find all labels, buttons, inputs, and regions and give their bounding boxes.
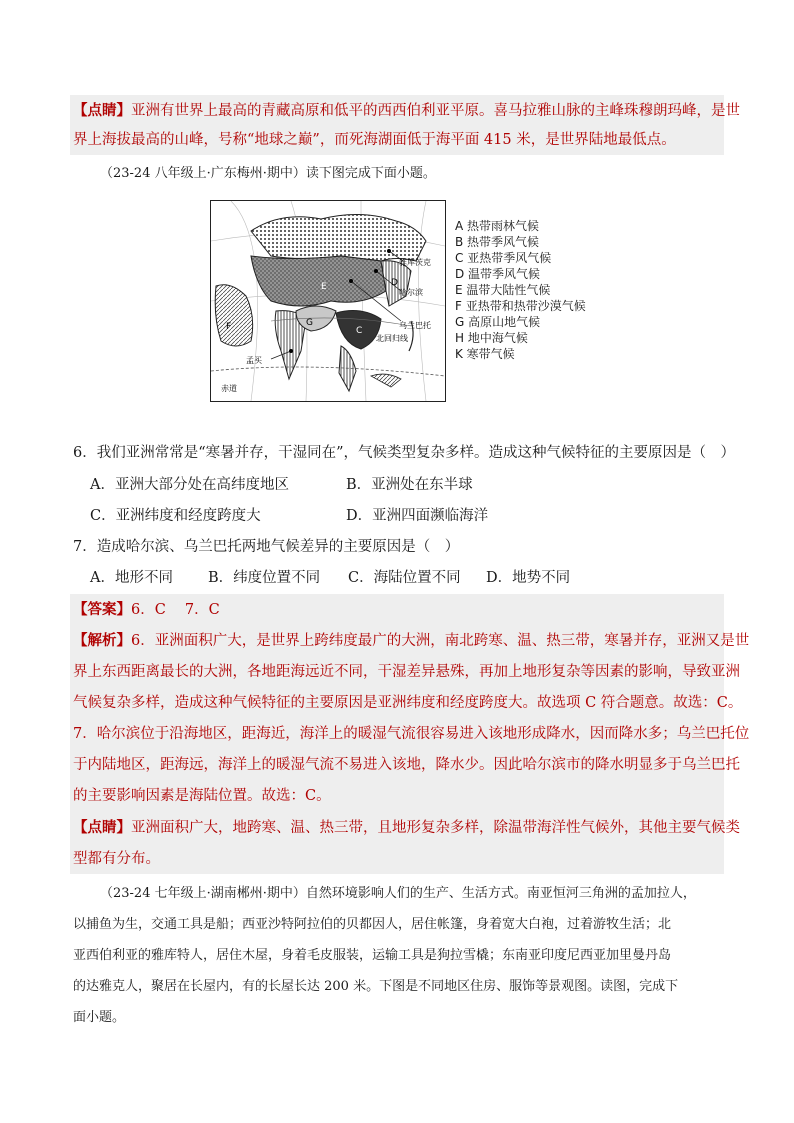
option-7b: B．纬度位置不同: [208, 570, 321, 586]
answer-label: 【答案】: [73, 601, 131, 618]
analysis-line-4: 7．哈尔滨位于沿海地区，距海近，海洋上的暖湿气流很容易进入该地形成降水，因而降水多；乌兰巴托位: [73, 726, 750, 742]
asia-climate-map: [210, 200, 446, 402]
legend-item: K 寒带气候: [455, 347, 515, 361]
option-7d: D．地势不同: [486, 570, 571, 586]
zone-label-d: D: [391, 278, 398, 288]
tip-text: 亚洲有世界上最高的青藏高原和低平的西西伯利亚平原。喜马拉雅山脉的主峰珠穆朗玛峰，是世: [131, 103, 740, 119]
tip-text-2: 亚洲面积广大，地跨寒、温、热三带，且地形复杂多样，除温带海洋性气候外，其他主要气候类: [131, 820, 740, 836]
tip-line-4: 型都有分布。: [73, 851, 160, 867]
label-ulaanbaatar: 乌兰巴托: [399, 321, 431, 330]
option-6a: A．亚洲大部分处在高纬度地区: [90, 477, 289, 493]
tip-line-1: [73, 101, 740, 121]
intro2-line-1: （23-24 七年级上·湖南郴州·期中）自然环境影响人们的生产、生活方式。南亚恒河三角洲的孟加拉人，: [100, 886, 696, 901]
legend-item: A 热带雨林气候: [455, 219, 540, 233]
analysis-line-1: [73, 631, 749, 651]
label-tropic: 北回归线: [376, 334, 408, 343]
zone-label-c: C: [356, 326, 363, 336]
intro2-line-2: 以捕鱼为生，交通工具是船；西亚沙特阿拉伯的贝都因人，居住帐篷，身着宽大白袍，过着游牧生活；北: [73, 917, 672, 932]
question-7-stem: 7．造成哈尔滨、乌兰巴托两地气候差异的主要原因是（ ）: [73, 539, 460, 555]
analysis-text: 6．亚洲面积广大，是世界上跨纬度最广的大洲，南北跨寒、温、热三带，寒暑并存，亚洲又是世: [131, 633, 750, 649]
label-mumbai: 孟买: [246, 356, 262, 365]
legend-item: D 温带季风气候: [455, 267, 541, 281]
question-intro: （23-24 八年级上·广东梅州·期中）读下图完成下面小题。: [100, 166, 436, 181]
label-yakutsk: 雅库茨克: [399, 258, 431, 267]
zone-label-g: G: [306, 318, 313, 328]
analysis-line-6: 的主要影响因素是海陆位置。故选：C。: [73, 788, 331, 804]
question-6-options-row2: [90, 506, 488, 526]
tip-label: 【点睛】: [73, 102, 131, 119]
intro2-line-3: 亚西伯利亚的雅库特人，居住木屋，身着毛皮服装，运输工具是狗拉雪橇；东南亚印度尼西亚加里曼丹岛: [73, 948, 672, 963]
label-harbin: 哈尔滨: [399, 288, 423, 297]
zone-label-f: F: [226, 322, 232, 332]
option-6d: D．亚洲四面濒临海洋: [346, 508, 489, 524]
intro2-line-4: 的达雅克人，聚居在长屋内，有的长屋长达 200 米。下图是不同地区住房、服饰等景观图。读图，完成下: [73, 979, 679, 994]
option-7c: C．海陆位置不同: [348, 570, 461, 586]
question-6-options-row1: [90, 475, 473, 495]
legend-item: E 温带大陆性气候: [455, 283, 551, 297]
option-7a: A．地形不同: [90, 570, 173, 586]
label-equator: 赤道: [221, 384, 237, 393]
tip-line-3: [73, 818, 740, 838]
option-6c: C．亚洲纬度和经度跨度大: [90, 508, 261, 524]
tip-label-2: 【点睛】: [73, 819, 131, 836]
legend-item: F 亚热带和热带沙漠气候: [455, 299, 586, 313]
analysis-label: 【解析】: [73, 632, 131, 649]
asia-map-figure: [211, 201, 445, 401]
intro2-line-5: 面小题。: [73, 1010, 126, 1025]
answer-text: 6．C 7．C: [131, 602, 220, 618]
legend-item: G 高原山地气候: [455, 315, 541, 329]
legend-item: H 地中海气候: [455, 331, 528, 345]
map-legend: [455, 218, 586, 362]
analysis-line-3: 气候复杂多样，造成这种气候特征的主要原因是亚洲纬度和经度跨度大。故选项 C 符合题意。故选：C。: [73, 695, 743, 711]
question-7-options: [90, 568, 570, 588]
legend-item: C 亚热带季风气候: [455, 251, 552, 265]
question-6-stem: 6．我们亚洲常常是“寒暑并存，干湿同在”，气候类型复杂多样。造成这种气候特征的主要原因是（ ）: [73, 445, 736, 461]
analysis-line-2: 界上东西距离最长的大洲，各地距海远近不同，干湿差异悬殊，再加上地形复杂等因素的影响，导致亚洲: [73, 664, 740, 680]
legend-item: B 热带季风气候: [455, 235, 540, 249]
answer-line: [73, 600, 220, 620]
analysis-line-5: 于内陆地区，距海远，海洋上的暖湿气流不易进入该地，降水少。因此哈尔滨市的降水明显多于乌兰巴托: [73, 757, 740, 773]
zone-label-e: E: [321, 282, 327, 292]
tip-line-2: 界上海拔最高的山峰，号称“地球之巅”，而死海湖面低于海平面 415 米，是世界陆地最低点。: [73, 132, 676, 148]
option-6b: B．亚洲处在东半球: [346, 477, 473, 493]
